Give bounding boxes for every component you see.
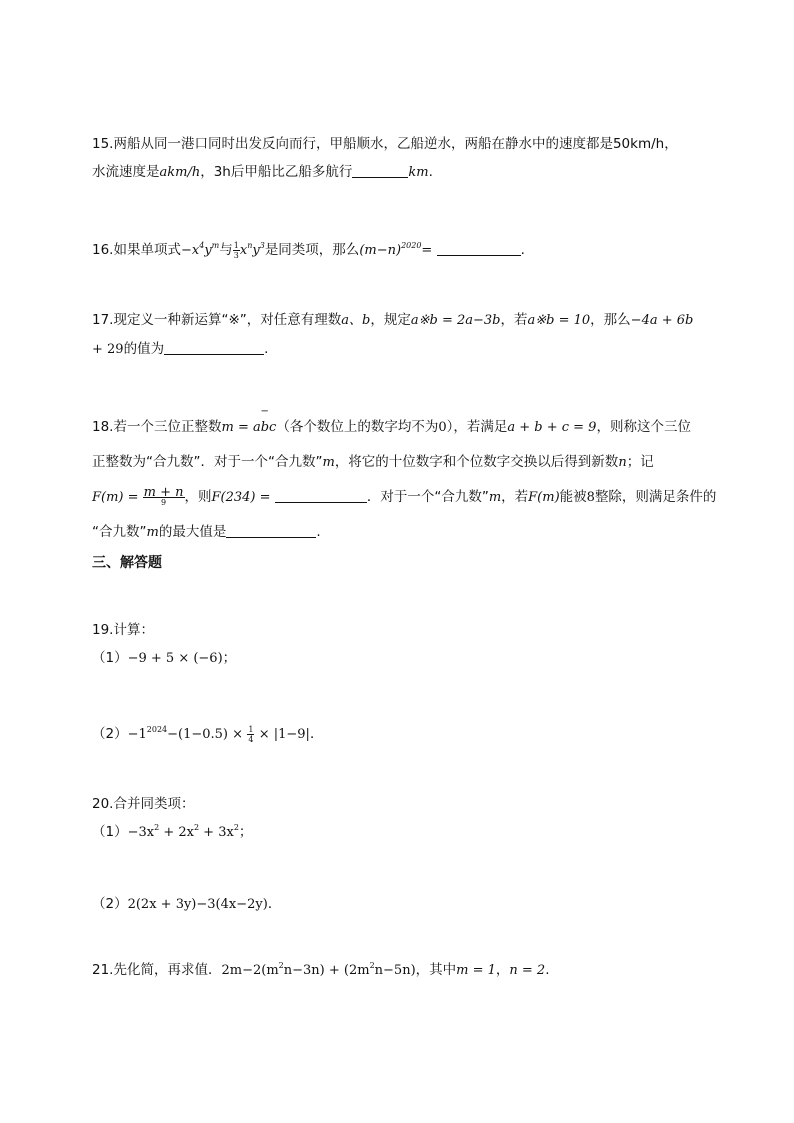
question-17 bbox=[92, 306, 712, 364]
q15-line2 bbox=[92, 158, 712, 187]
q16-answer-blank[interactable] bbox=[437, 241, 521, 256]
q19-part-2: $(2)-1^{2024}-(1-0.5)$ × $\frac{1}{4}$ × |1−9|． bbox=[92, 724, 324, 744]
q15-line1: 15.两船从同一港口同时出发反向而行，甲船顺水，乙船逆水，两船在静水中的速度都是50km/h， bbox=[92, 136, 678, 152]
q18-line4: “合九数”m的最大值是 . bbox=[92, 524, 321, 540]
q16-text-2: 是同类项，那么 bbox=[264, 242, 360, 258]
question-19 bbox=[92, 616, 712, 673]
q15-unit-km: km bbox=[408, 165, 429, 180]
q18-line3: F(m) = $\frac{m + n}{9}$ ，则F(234) = ．对于一个“合九数”m，若F(m)能被8整除，则满足条件的 bbox=[92, 484, 717, 507]
q18-overline-abc: − abc bbox=[252, 406, 277, 435]
q19-fraction: $\frac{1}{4}$ bbox=[248, 724, 254, 744]
q16-monomial-2: $x^ny^3$ bbox=[239, 241, 265, 258]
q16-monomial-1: $-x^4y^m$ bbox=[180, 241, 220, 258]
q18-line2: 正整数为“合九数”．对于一个“合九数”m，将它的十位数字和个位数字交换以后得到新数n；记 bbox=[92, 454, 654, 470]
q16-fraction: $\frac{1}{3}$ bbox=[233, 240, 239, 260]
q17-line2: + 29的值为 . bbox=[92, 341, 269, 357]
q16-power-expr: $(m-n)^{2020}$ bbox=[359, 241, 422, 258]
q15-answer-blank[interactable] bbox=[352, 163, 408, 178]
q15-end: . bbox=[428, 164, 433, 180]
section-heading: 三、解答题 bbox=[92, 555, 162, 571]
q18-line1: 18.若一个三位正整数m = − abc（各个数位上的数字均不为0），若满足a + b + c = 9，则称这个三位 bbox=[92, 410, 712, 445]
q19-part-1: （1）−9 + 5 × (−6)； bbox=[92, 650, 237, 666]
question-15 bbox=[92, 130, 712, 187]
question-21: 21.先化简，再求值．$2m-2(m^2n-3n) + (2m^2n-5n)$，其中m = 1，n = 2. bbox=[92, 961, 550, 978]
question-18 bbox=[92, 406, 717, 550]
question-20 bbox=[92, 790, 712, 847]
question-16 bbox=[92, 236, 712, 265]
q16-text-and: 与 bbox=[219, 242, 233, 258]
q18-fraction: $\frac{m + n}{9}$ bbox=[143, 484, 184, 507]
q16-equals: = bbox=[421, 243, 433, 258]
q20-title: 20.合并同类项： bbox=[92, 796, 195, 812]
q20-part-2: （2）2(2x + 3y)−3(4x−2y)． bbox=[92, 896, 282, 912]
q18-answer-blank-2[interactable] bbox=[226, 523, 316, 538]
q16-text: 16.如果单项式 bbox=[92, 242, 181, 258]
q20-part-1: $(1)-3x^2 + 2x^2 + 3x^2$； bbox=[92, 823, 253, 840]
q15-text-2: ，3h后甲船比乙船多航行 bbox=[200, 164, 353, 180]
q15-text: 水流速度是 bbox=[92, 164, 160, 180]
q15-unit: akm/h bbox=[159, 165, 201, 180]
q16-end: . bbox=[520, 242, 525, 258]
q19-title: 19.计算： bbox=[92, 622, 154, 638]
q17-answer-blank[interactable] bbox=[164, 340, 264, 355]
q17-line1: 17.现定义一种新运算“※”，对任意有理数a、b，规定a※b = 2a−3b，若a※b = 10，那么−4a + 6b bbox=[92, 312, 694, 328]
q18-answer-blank-1[interactable] bbox=[275, 488, 367, 503]
